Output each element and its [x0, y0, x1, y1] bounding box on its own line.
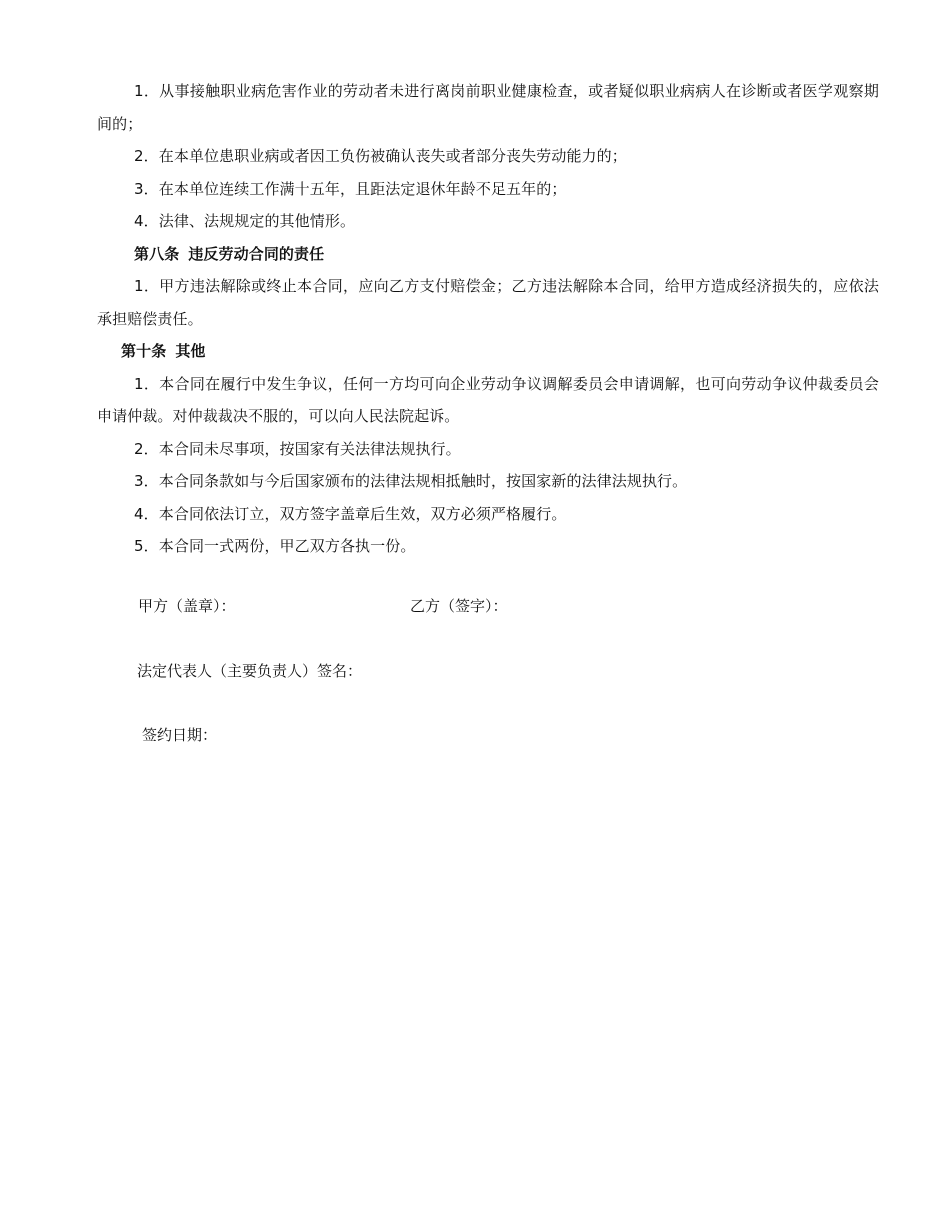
article-10-item-2: 2．本合同未尽事项，按国家有关法律法规执行。 [134, 439, 461, 458]
article-10-item-5: 5．本合同一式两份，甲乙双方各执一份。 [134, 537, 416, 555]
party-b-signature-label: 乙方（签字）： [410, 597, 508, 615]
party-a-signature-label: 甲方（盖章）： [138, 597, 236, 615]
article-10-number: 第十条 [121, 342, 167, 360]
clause-item-1: 1．从事接触职业病危害作业的劳动者未进行离岗前职业健康检查，或者疑似职业病病人在诊断或者医学观察期间的； [97, 82, 879, 133]
article-8-heading [97, 238, 879, 271]
legal-representative-signature-label: 法定代表人（主要负责人）签名： [137, 662, 363, 680]
article-10-item-3: 3．本合同条款如与今后国家颁布的法律法规相抵触时，按国家新的法律法规执行。 [134, 472, 688, 490]
document-body [97, 75, 879, 563]
clause-item-3: 3．在本单位连续工作满十五年，且距法定退休年龄不足五年的； [134, 179, 567, 198]
article-10-item-4: 4．本合同依法订立，双方签字盖章后生效，双方必须严格履行。 [134, 504, 567, 523]
article-10-title: 其他 [175, 342, 206, 360]
article-8-item-1: 1．甲方违法解除或终止本合同，应向乙方支付赔偿金；乙方违法解除本合同，给甲方造成经济损失的，应依法承担赔偿责任。 [97, 277, 879, 328]
article-10-heading [97, 335, 879, 368]
clause-item-2: 2．在本单位患职业病或者因工负伤被确认丧失或者部分丧失劳动能力的； [134, 147, 627, 165]
article-8-title: 违反劳动合同的责任 [188, 244, 325, 263]
clause-item-4: 4．法律、法规规定的其他情形。 [134, 212, 356, 230]
signing-date-label: 签约日期： [142, 726, 218, 744]
article-10-item-1: 1．本合同在履行中发生争议，任何一方均可向企业劳动争议调解委员会申请调解，也可向劳动争议仲裁委员会申请仲裁。对仲裁裁决不服的，可以向人民法院起诉。 [97, 374, 879, 425]
article-8-number: 第八条 [134, 244, 180, 263]
